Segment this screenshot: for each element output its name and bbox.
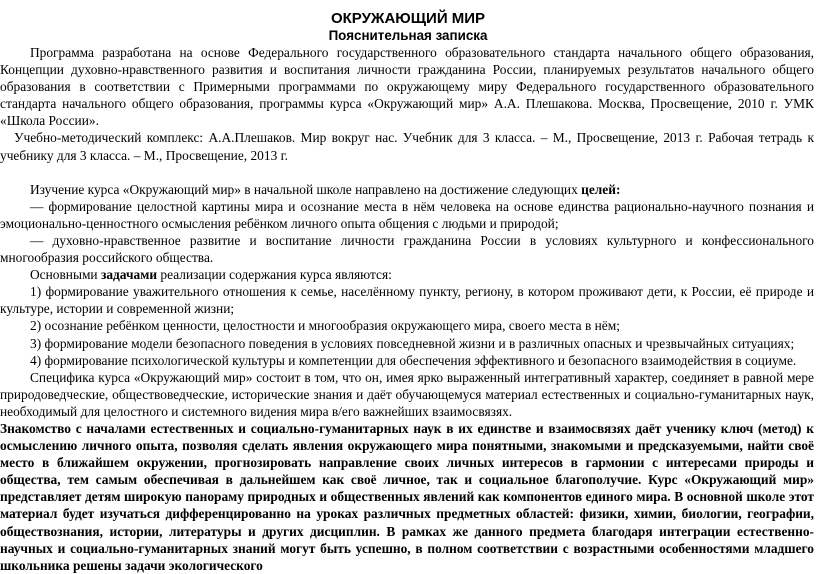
tasks-keyword: задачами [100, 267, 158, 283]
course-specifics-paragraph: Специфика курса «Окружающий мир» состоит в том, что он, имея ярко выраженный интегративный характер, соединяет в равной мере природоведческие, обществоведческие, исторические знания и даёт обучающемуся материал естественных и социально-гуманитарных наук, необходимый для целостного и системного видения мира в/его важнейших взаимосвязях. [0, 369, 814, 419]
document-subtitle: Пояснительная записка [328, 28, 488, 43]
task-item: 4) формирование психологической культуры и компетенции для обеспечения эффективного и безопасного взаимодействия в социуме. [30, 352, 797, 368]
goals-intro-paragraph [0, 181, 814, 198]
goals-intro-text: Изучение курса «Окружающий мир» в начальной школе направлено на достижение следующих [30, 181, 582, 197]
goals-keyword: целей: [581, 181, 621, 197]
tasks-intro-paragraph [0, 266, 814, 283]
document-title: ОКРУЖАЮЩИЙ МИР [330, 10, 486, 27]
sciences-intro-paragraph: Знакомство с началами естественных и социально-гуманитарных наук в их единстве и взаимосвязях даёт ученику ключ (метод) к осмыслению личного опыта, позволяя сделать явления окружающего мира понятными, знакомыми и предсказуемыми, найти своё место в ближайшем окружении, прогнозировать направление своих личных интересов в гармонии с интересами природы и общества, тем самым обеспечивая в дальнейшем как своё личное, так и социальное благополучие. Курс «Окружающий мир» представляет детям широкую панораму природных и общественных явлений как компонентов единого мира. В основной школе этот материал будет изучаться дифференцированно на уроках различных предметных областей: физики, химии, биологии, географии, обществознания, истории, литературы и других дисциплин. В рамках же данного предмета благодаря интеграции естественно-научных и социально-гуманитарных знаний могут быть успешно, в полном соответствии с возрастными особенностями младшего школьника решены задачи экологического [0, 420, 814, 573]
paragraph-gap [0, 164, 814, 181]
teaching-kit-paragraph: Учебно-методический комплекс: А.А.Плешаков. Мир вокруг нас. Учебник для 3 класса. – М., Просвещение, 2013 г. Рабочая тетрадь к учебнику для 3 класса. – М., Просвещение, 2013 г. [0, 130, 814, 163]
program-basis-paragraph: Программа разработана на основе Федерального государственного образовательного стандарта начального общего образования, Концепции духовно-нравственного развития и воспитания личности гражданина России, планируемых результатов начального общего образования в соответствии с Примерными программами по окружающему миру Федерального государственного образовательного стандарта начального общего образования, программы курса «Окружающий мир» А.А. Плешакова. Москва, Просвещение, 2010 г. УМК «Школа России». [0, 45, 814, 129]
goal-item: — духовно-нравственное развитие и воспитание личности гражданина России в условиях культурного и конфессионального многообразия российского общества. [0, 232, 814, 266]
tasks-intro-pre: Основными [30, 267, 101, 283]
document-body [0, 44, 814, 574]
goal-item: — формирование целостной картины мира и осознание места в нём человека на основе единства рационально-научного познания и эмоционально-ценностного осмысления ребёнком личного опыта общения с людьми и природой; [0, 198, 814, 231]
task-item: 1) формирование уважительного отношения к семье, населённому пункту, региону, в котором проживают дети, к России, её природе и культуре, истории и современной жизни; [0, 284, 814, 317]
task-item: 2) осознание ребёнком ценности, целостности и многообразия окружающего мира, своего места в нём; [30, 318, 620, 334]
task-item: 3) формирование модели безопасного поведения в условиях повседневной жизни и в различных опасных и чрезвычайных ситуациях; [30, 335, 795, 351]
tasks-intro-post: реализации содержания курса являются: [157, 267, 392, 283]
